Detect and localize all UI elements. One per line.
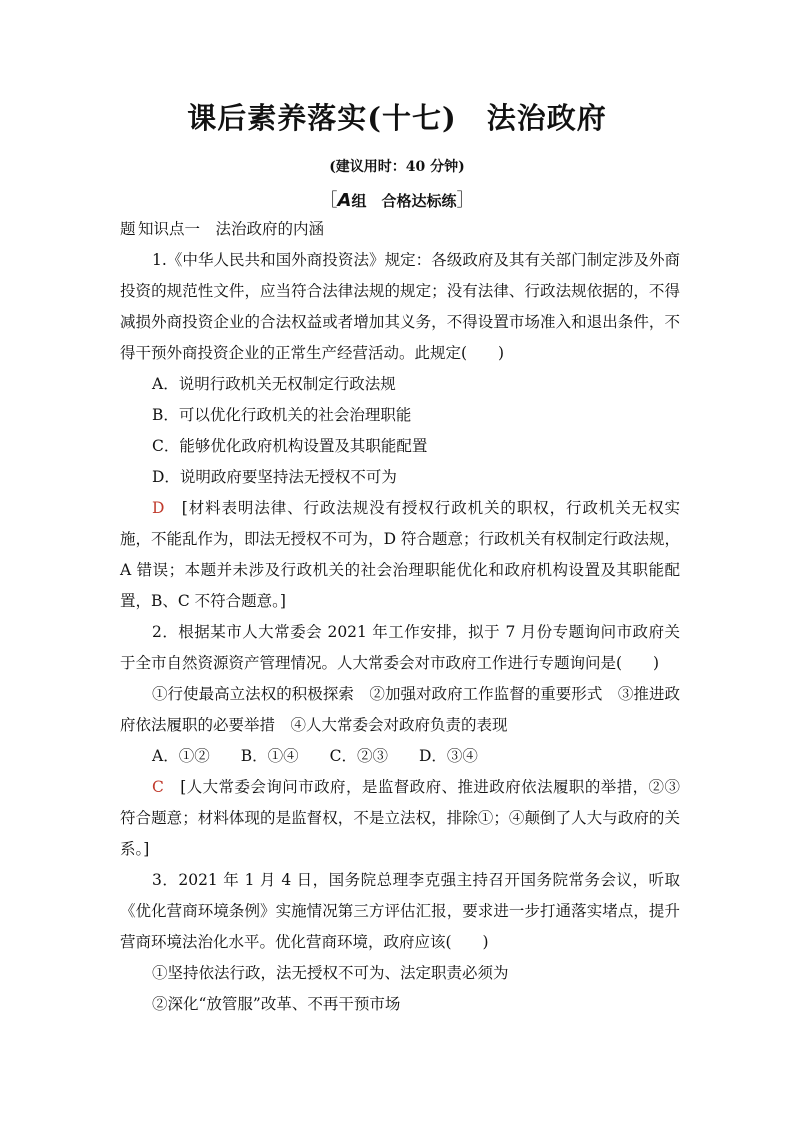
question-content [120,214,680,1020]
question-1-option-a: A．说明行政机关无权制定行政法规 [152,375,396,393]
title-main: 课后素养落实(十七) [187,101,457,135]
question-3-stem: 3．2021 年 1 月 4 日，国务院总理李克强主持召开国务院常务会议，听取《优化营商环境条例》实施情况第三方评估汇报，要求进一步打通落实堵点，提升营商环境法治化水平。优化营商环境，政府应该( ) [120,871,680,951]
question-2-stem: 2．根据某市人大常委会 2021 年工作安排，拟于 7 月份专题询问市政府关于全市自然资源资产管理情况。人大常委会对市政府工作进行专题询问是( ) [120,623,680,672]
question-2-answer-letter: C [152,778,164,796]
group-label: 组 合格达标练 [351,192,457,210]
question-3-item-2: ②深化“放管服”改革、不再干预市场 [152,995,401,1013]
question-2-explanation: [人大常委会询问市政府，是监督政府、推进政府依法履职的举措，②③符合题意；材料体现的是监督权，不是立法权，排除①；④颠倒了人大与政府的关系。] [120,778,680,858]
question-2-answer [120,772,680,865]
question-1-option-d: D．说明政府要坚持法无授权不可为 [152,468,397,486]
question-1-option-c: C．能够优化政府机构设置及其职能配置 [152,437,428,455]
group-heading [0,186,794,212]
section-marker-icon: 题 [120,220,136,238]
page-title [0,96,794,137]
time-suggestion: (建议用时：40 分钟) [329,159,465,175]
question-3-item-1: ①坚持依法行政，法无授权不可为、法定职责必须为 [152,964,509,982]
section-label: 知识点一 法治政府的内涵 [138,220,325,238]
group-bracket-left: ［ [319,190,338,211]
question-1-answer-letter: D [152,499,165,517]
question-2-options: A．①② B．①④ C．②③ D．③④ [152,747,478,765]
question-1-option-b: B．可以优化行政机关的社会治理职能 [152,406,412,424]
group-letter: A [337,190,352,211]
question-1-stem: 1.《中华人民共和国外商投资法》规定：各级政府及其有关部门制定涉及外商投资的规范性文件，应当符合法律法规的规定；没有法律、行政法规依据的，不得减损外商投资企业的合法权益或者增加其义务，不得设置市场准入和退出条件，不得干预外商投资企业的正常生产经营活动。此规定( ) [120,251,680,362]
question-2-items: ①行使最高立法权的积极探索 ②加强对政府工作监督的重要形式 ③推进政府依法履职的必要举措 ④人大常委会对政府负责的表现 [120,685,680,734]
question-1-explanation: [材料表明法律、行政法规没有授权行政机关的职权，行政机关无权实施，不能乱作为，即法无授权不可为，D 符合题意；行政机关有权制定行政法规，A 错误；本题并未涉及行政机关的社会治理职能优化和政府机构设置及其职能配置，B、C 不符合题意。] [120,499,680,610]
title-topic: 法治政府 [486,101,607,135]
group-bracket-right: ］ [456,190,475,211]
section-heading [120,214,680,245]
question-1-answer [120,493,680,617]
